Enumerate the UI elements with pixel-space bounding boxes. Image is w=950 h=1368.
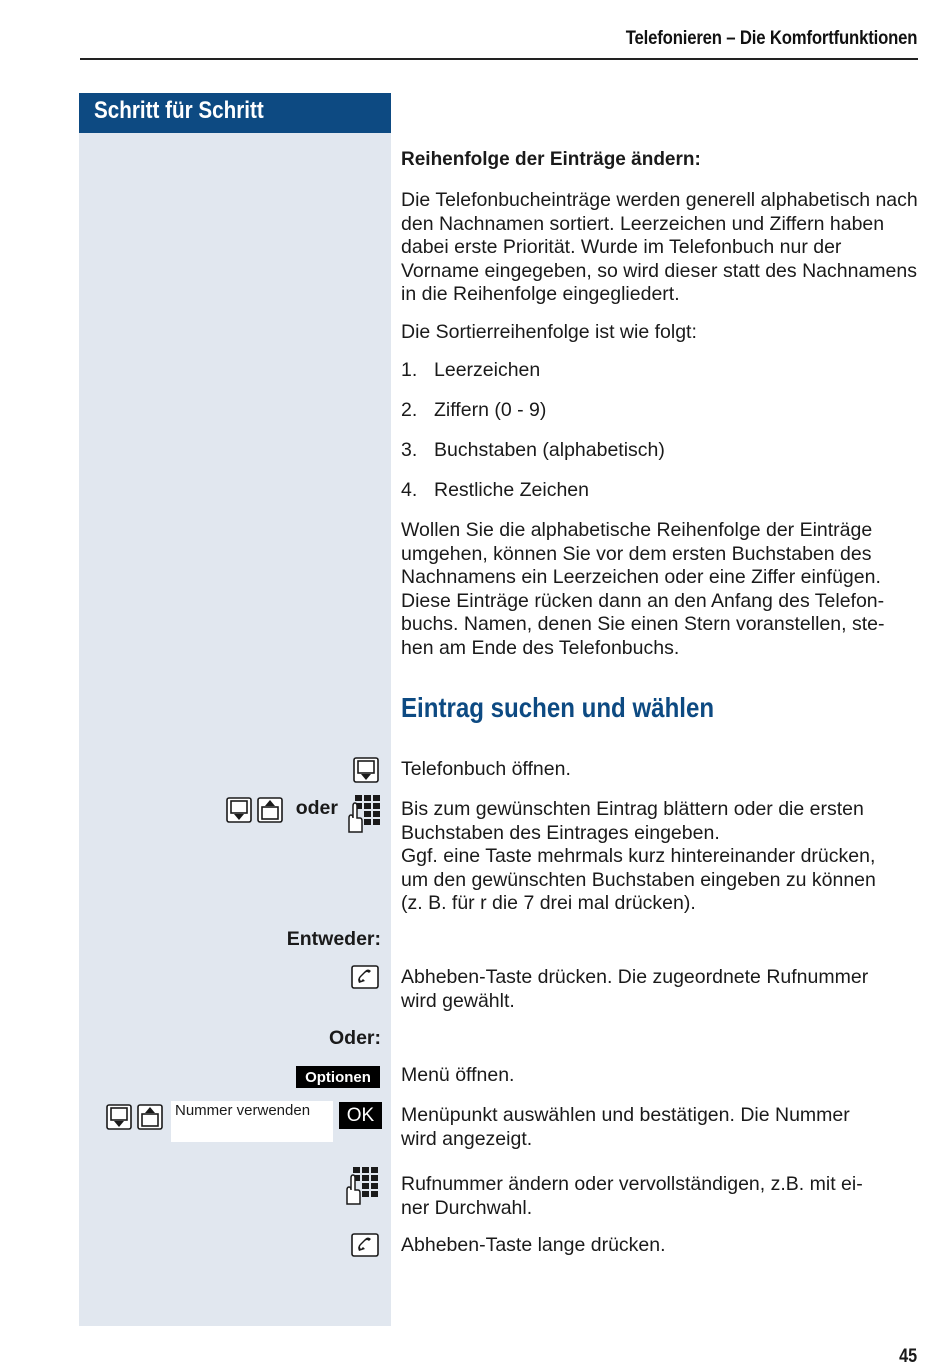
either-label: Entweder: <box>286 928 381 950</box>
page-number: 45 <box>899 1346 917 1367</box>
page-header-title: Telefonieren – Die Komfortfunktionen <box>625 28 917 49</box>
oder-label: oder <box>295 797 338 819</box>
keypad-icon <box>345 794 381 834</box>
header-rule <box>80 58 918 60</box>
control-key-up-icon <box>137 1104 163 1130</box>
sort-heading: Reihenfolge der Einträge ändern: <box>401 149 701 170</box>
sidebar-title: Schritt für Schritt <box>94 97 264 124</box>
step-edit-text: Rufnummer ändern oder vervollständigen, z.B. mit ei- ner Durchwahl. <box>401 1173 863 1219</box>
talk-key-icon <box>351 1233 379 1257</box>
options-softkey[interactable]: Optionen <box>296 1066 380 1088</box>
step-lift-text: Abheben-Taste drücken. Die zugeordnete Rufnummer wird gewählt. <box>401 966 869 1012</box>
keypad-icon <box>343 1166 379 1206</box>
ok-softkey[interactable]: OK <box>339 1102 382 1129</box>
section-title: Eintrag suchen und wählen <box>401 692 715 723</box>
sort-outro: Wollen Sie die alphabetische Reihenfolge der Einträge umgehen, können Sie vor dem ersten Buchstaben des Nachnamens ein Leerzeichen oder eine Ziffer einfügen. Diese Einträge rücken dann an den Anfang des Telefon- buchs. Namen, denen Sie einen Stern voranstellen, ste- hen am Ende des Telefonbuchs. <box>401 519 885 659</box>
sort-order-label: Die Sortierreihenfolge ist wie folgt: <box>401 321 697 343</box>
step-select-text: Menüpunkt auswählen und bestätigen. Die Nummer wird angezeigt. <box>401 1104 850 1150</box>
or-label: Oder: <box>328 1027 381 1049</box>
control-key-up-icon <box>257 797 283 823</box>
list-item: 2. Ziffern (0 - 9) <box>401 399 547 421</box>
list-item: 3. Buchstaben (alphabetisch) <box>401 439 665 461</box>
list-item: 4. Restliche Zeichen <box>401 479 589 501</box>
list-item: 1. Leerzeichen <box>401 359 541 381</box>
sidebar-header <box>79 93 391 133</box>
control-key-down-icon <box>353 757 379 783</box>
step-menu-text: Menü öffnen. <box>401 1064 515 1086</box>
sort-intro: Die Telefonbucheinträge werden generell alphabetisch nach den Nachnamen sortiert. Leerzeichen und Ziffern haben dabei erste Priorität. Wurde im Telefonbuch nur der Vorname eingegeben, so wird dieser statt des Nachnamens in die Reihenfolge eingegliedert. <box>401 189 918 305</box>
step-open-text: Telefonbuch öffnen. <box>401 758 571 780</box>
control-key-down-icon <box>226 797 252 823</box>
talk-key-icon <box>351 965 379 989</box>
control-key-down-icon <box>106 1104 132 1130</box>
display-menu-item[interactable]: Nummer verwenden <box>171 1101 333 1142</box>
step-browse-text: Bis zum gewünschten Eintrag blättern oder die ersten Buchstaben des Eintrages eingeben. Ggf. eine Taste mehrmals kurz hintereinander drücken, um den gewünschten Buchstaben eingeben zu können (z. B. für r die 7 drei mal drücken). <box>401 798 876 914</box>
step-lift-long-text: Abheben-Taste lange drücken. <box>401 1234 666 1256</box>
